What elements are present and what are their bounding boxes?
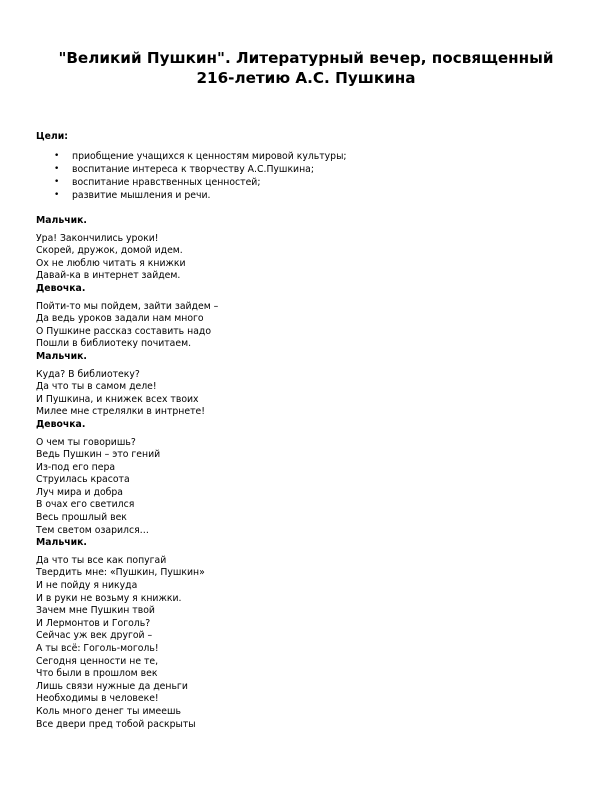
verse-line: Все двери пред тобой раскрыты — [36, 718, 196, 730]
verse-line: Весь прошлый век — [36, 512, 127, 524]
verse-line: Милее мне стрелялки в интрнете! — [36, 406, 205, 418]
verse-line: И в руки не возьму я книжки. — [36, 592, 182, 604]
verse-line: Зачем мне Пушкин твой — [36, 605, 155, 617]
verse-line: Ура! Закончились уроки! — [36, 232, 159, 244]
goal-item: • приобщение учащихся к ценностям мировой культуры; — [36, 150, 576, 163]
goals-heading: Цели: — [36, 131, 68, 142]
speaker-name: Девочка. — [36, 418, 86, 430]
verse-line: Из-под его пера — [36, 461, 116, 473]
verse-line: Ох не люблю читать я книжки — [36, 257, 186, 269]
verse-line: Пошли в библиотеку почитаем. — [36, 338, 192, 350]
verse-line: Необходимы в человеке! — [36, 693, 159, 705]
verse-line: Твердить мне: «Пушкин, Пушкин» — [36, 567, 205, 579]
goal-item: • воспитание нравственных ценностей; — [36, 176, 576, 189]
title-line-1: "Великий Пушкин". Литературный вечер, посвященный — [58, 49, 554, 67]
verse-line: Лишь связи нужные да деньги — [36, 680, 188, 692]
verse-line: Да что ты все как попугай — [36, 554, 167, 566]
page-title — [20, 48, 592, 88]
dialogue — [36, 215, 576, 731]
verse-line: О чем ты говоришь? — [36, 436, 136, 448]
verse-block — [36, 301, 576, 351]
verse-line: Скорей, дружок, домой идем. — [36, 245, 183, 257]
verse-line: Тем светом озарился… — [36, 524, 149, 536]
goal-item: • воспитание интереса к творчеству А.С.Пушкина; — [36, 163, 576, 176]
speaker-name: Мальчик. — [36, 215, 87, 226]
verse-line: Что были в прошлом век — [36, 668, 158, 680]
verse-block — [36, 369, 576, 419]
verse-block — [36, 233, 576, 283]
verse-block — [36, 555, 576, 731]
verse-line: Да ведь уроков задали нам много — [36, 313, 204, 325]
verse-block — [36, 437, 576, 538]
verse-line: О Пушкине рассказ составить надо — [36, 325, 212, 337]
verse-line: Да что ты в самом деле! — [36, 381, 157, 393]
verse-line: Куда? В библиотеку? — [36, 368, 140, 380]
verse-line: Струилась красота — [36, 474, 130, 486]
verse-line: И Пушкина, и книжек всех твоих — [36, 393, 199, 405]
speaker-name: Девочка. — [36, 282, 86, 294]
speaker-name: Мальчик. — [36, 350, 87, 362]
goals-list — [36, 150, 576, 202]
verse-line: Сейчас уж век другой – — [36, 630, 153, 642]
goal-item: • развитие мышления и речи. — [36, 189, 576, 202]
verse-line: Коль много денег ты имеешь — [36, 705, 181, 717]
verse-line: Луч мира и добра — [36, 486, 123, 498]
speaker-name: Мальчик. — [36, 537, 87, 549]
document-body — [36, 130, 576, 731]
verse-line: Пойти-то мы пойдем, зайти зайдем – — [36, 300, 219, 312]
verse-line: В очах его светился — [36, 499, 135, 511]
verse-line: А ты всё: Гоголь-моголь! — [36, 643, 159, 654]
verse-line: Ведь Пушкин – это гений — [36, 449, 161, 461]
verse-line: И Лермонтов и Гоголь? — [36, 617, 151, 629]
verse-line: Сегодня ценности не те, — [36, 655, 159, 667]
title-line-2: 216-летию А.С. Пушкина — [196, 69, 416, 87]
verse-line: И не пойду я никуда — [36, 580, 138, 592]
verse-line: Давай-ка в интернет зайдем. — [36, 270, 181, 282]
